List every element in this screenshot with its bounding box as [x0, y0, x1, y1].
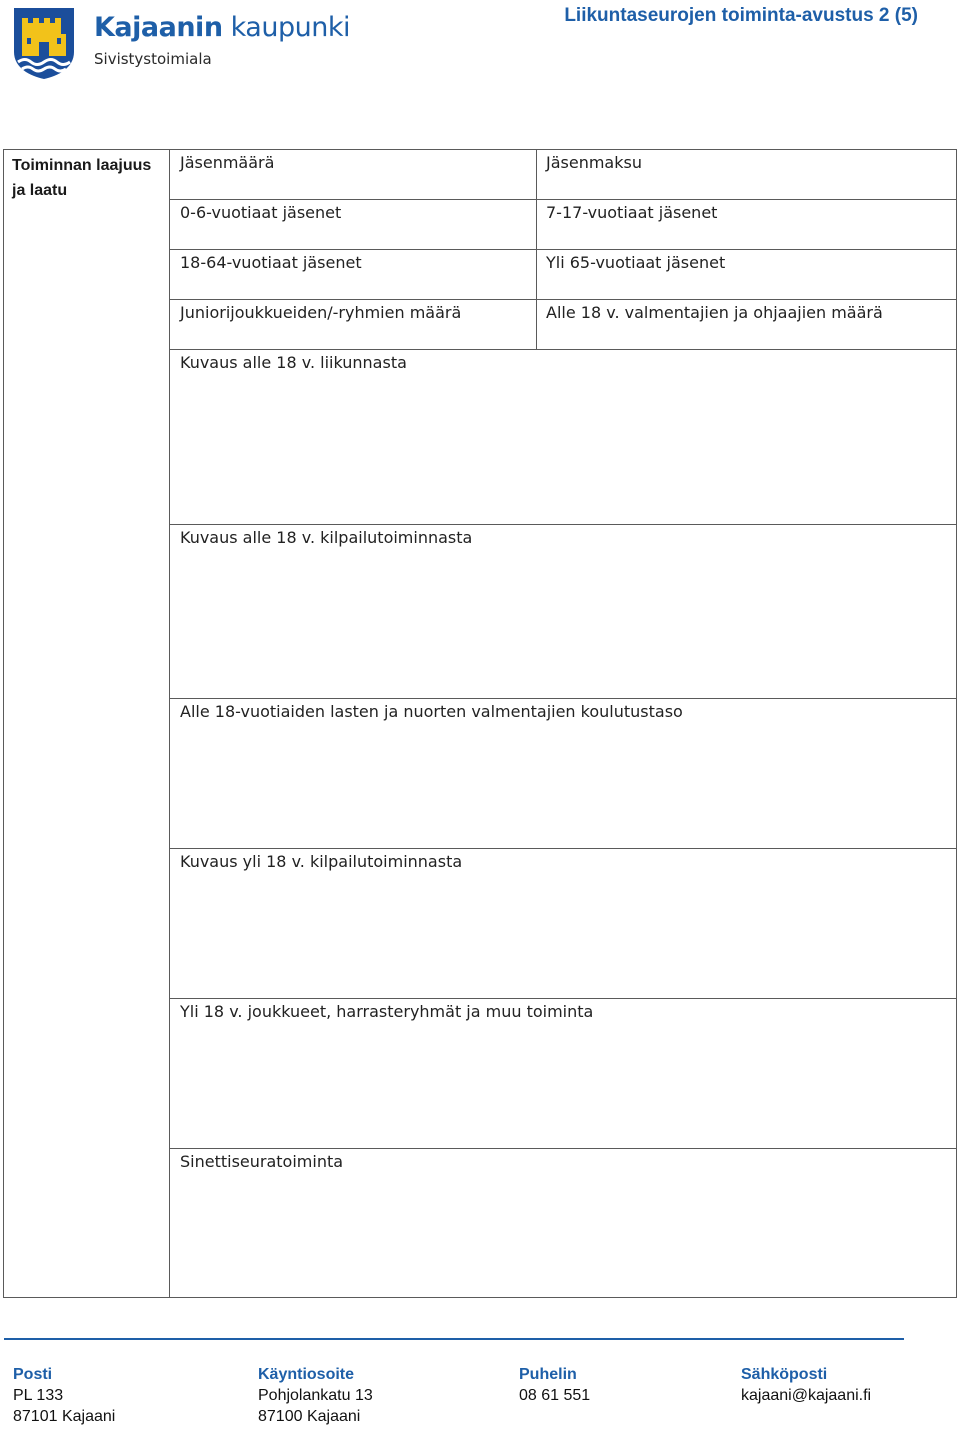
field-sinettiseura[interactable]: Sinettiseuratoiminta: [180, 1152, 344, 1171]
field-over-18-competition-description[interactable]: Kuvaus yli 18 v. kilpailutoiminnasta: [180, 852, 463, 871]
footer-puhelin: [519, 1364, 590, 1406]
footer-posti-line2: 87101 Kajaani: [13, 1408, 116, 1425]
field-18-64-members[interactable]: 18-64-vuotiaat jäsenet: [170, 250, 537, 299]
field-under-18-competition-description[interactable]: Kuvaus alle 18 v. kilpailutoiminnasta: [180, 528, 473, 547]
footer-puhelin-label: Puhelin: [519, 1366, 577, 1383]
table-row: [170, 250, 956, 300]
field-under-18-sports-description[interactable]: Kuvaus alle 18 v. liikunnasta: [180, 353, 407, 372]
table-row: [170, 999, 956, 1149]
footer-email-link[interactable]: kajaani@kajaani.fi: [741, 1387, 872, 1404]
coat-of-arms-icon: [12, 6, 76, 80]
table-row: [170, 150, 956, 200]
brand-name-bold: Kajaanin: [94, 12, 223, 43]
field-7-17-members[interactable]: 7-17-vuotiaat jäsenet: [546, 203, 718, 222]
footer-posti-label: Posti: [13, 1366, 53, 1383]
brand-block: [94, 12, 350, 68]
field-over-18-teams-groups[interactable]: Yli 18 v. joukkueet, harrasteryhmät ja muu toiminta: [180, 1002, 594, 1021]
field-0-6-members[interactable]: 0-6-vuotiaat jäsenet: [170, 200, 537, 249]
field-jasenmaksu[interactable]: Jäsenmaksu: [546, 153, 642, 172]
field-coaches-count[interactable]: Alle 18 v. valmentajien ja ohjaajien määrä: [546, 303, 883, 322]
field-jasenmaara[interactable]: Jäsenmäärä: [170, 150, 537, 199]
brand-name: [94, 12, 350, 44]
table-row: [170, 525, 956, 699]
form-table: [3, 149, 957, 1298]
table-row: [170, 849, 956, 999]
footer-kayntiosoite-line2: 87100 Kajaani: [258, 1408, 361, 1425]
field-over-65-members[interactable]: Yli 65-vuotiaat jäsenet: [546, 253, 726, 272]
table-row: [170, 350, 956, 525]
table-row: [170, 200, 956, 250]
table-row: [170, 1149, 956, 1297]
city-coat-of-arms-logo: [12, 6, 76, 80]
footer-puhelin-number: 08 61 551: [519, 1387, 591, 1404]
document-title: Liikuntaseurojen toiminta-avustus 2 (5): [564, 5, 918, 26]
section-label-cell: [4, 150, 170, 1297]
footer-divider: [4, 1338, 904, 1340]
field-junior-teams-count[interactable]: Juniorijoukkueiden/-ryhmien määrä: [170, 300, 537, 349]
footer-kayntiosoite: [258, 1364, 373, 1427]
section-label: Toiminnan laajuus ja laatu: [12, 157, 152, 199]
table-row: [170, 300, 956, 350]
footer-posti: [13, 1364, 115, 1427]
brand-subtitle: Sivistystoimiala: [94, 50, 212, 68]
footer-kayntiosoite-label: Käyntiosoite: [258, 1366, 355, 1383]
footer-sahkoposti: [741, 1364, 871, 1406]
brand-name-rest: kaupunki: [230, 12, 350, 43]
table-row: [170, 699, 956, 849]
field-coach-education-level[interactable]: Alle 18-vuotiaiden lasten ja nuorten valmentajien koulutustaso: [180, 702, 683, 721]
footer-sahkoposti-label: Sähköposti: [741, 1366, 828, 1383]
footer-posti-line1: PL 133: [13, 1387, 64, 1404]
footer-kayntiosoite-line1: Pohjolankatu 13: [258, 1387, 373, 1404]
